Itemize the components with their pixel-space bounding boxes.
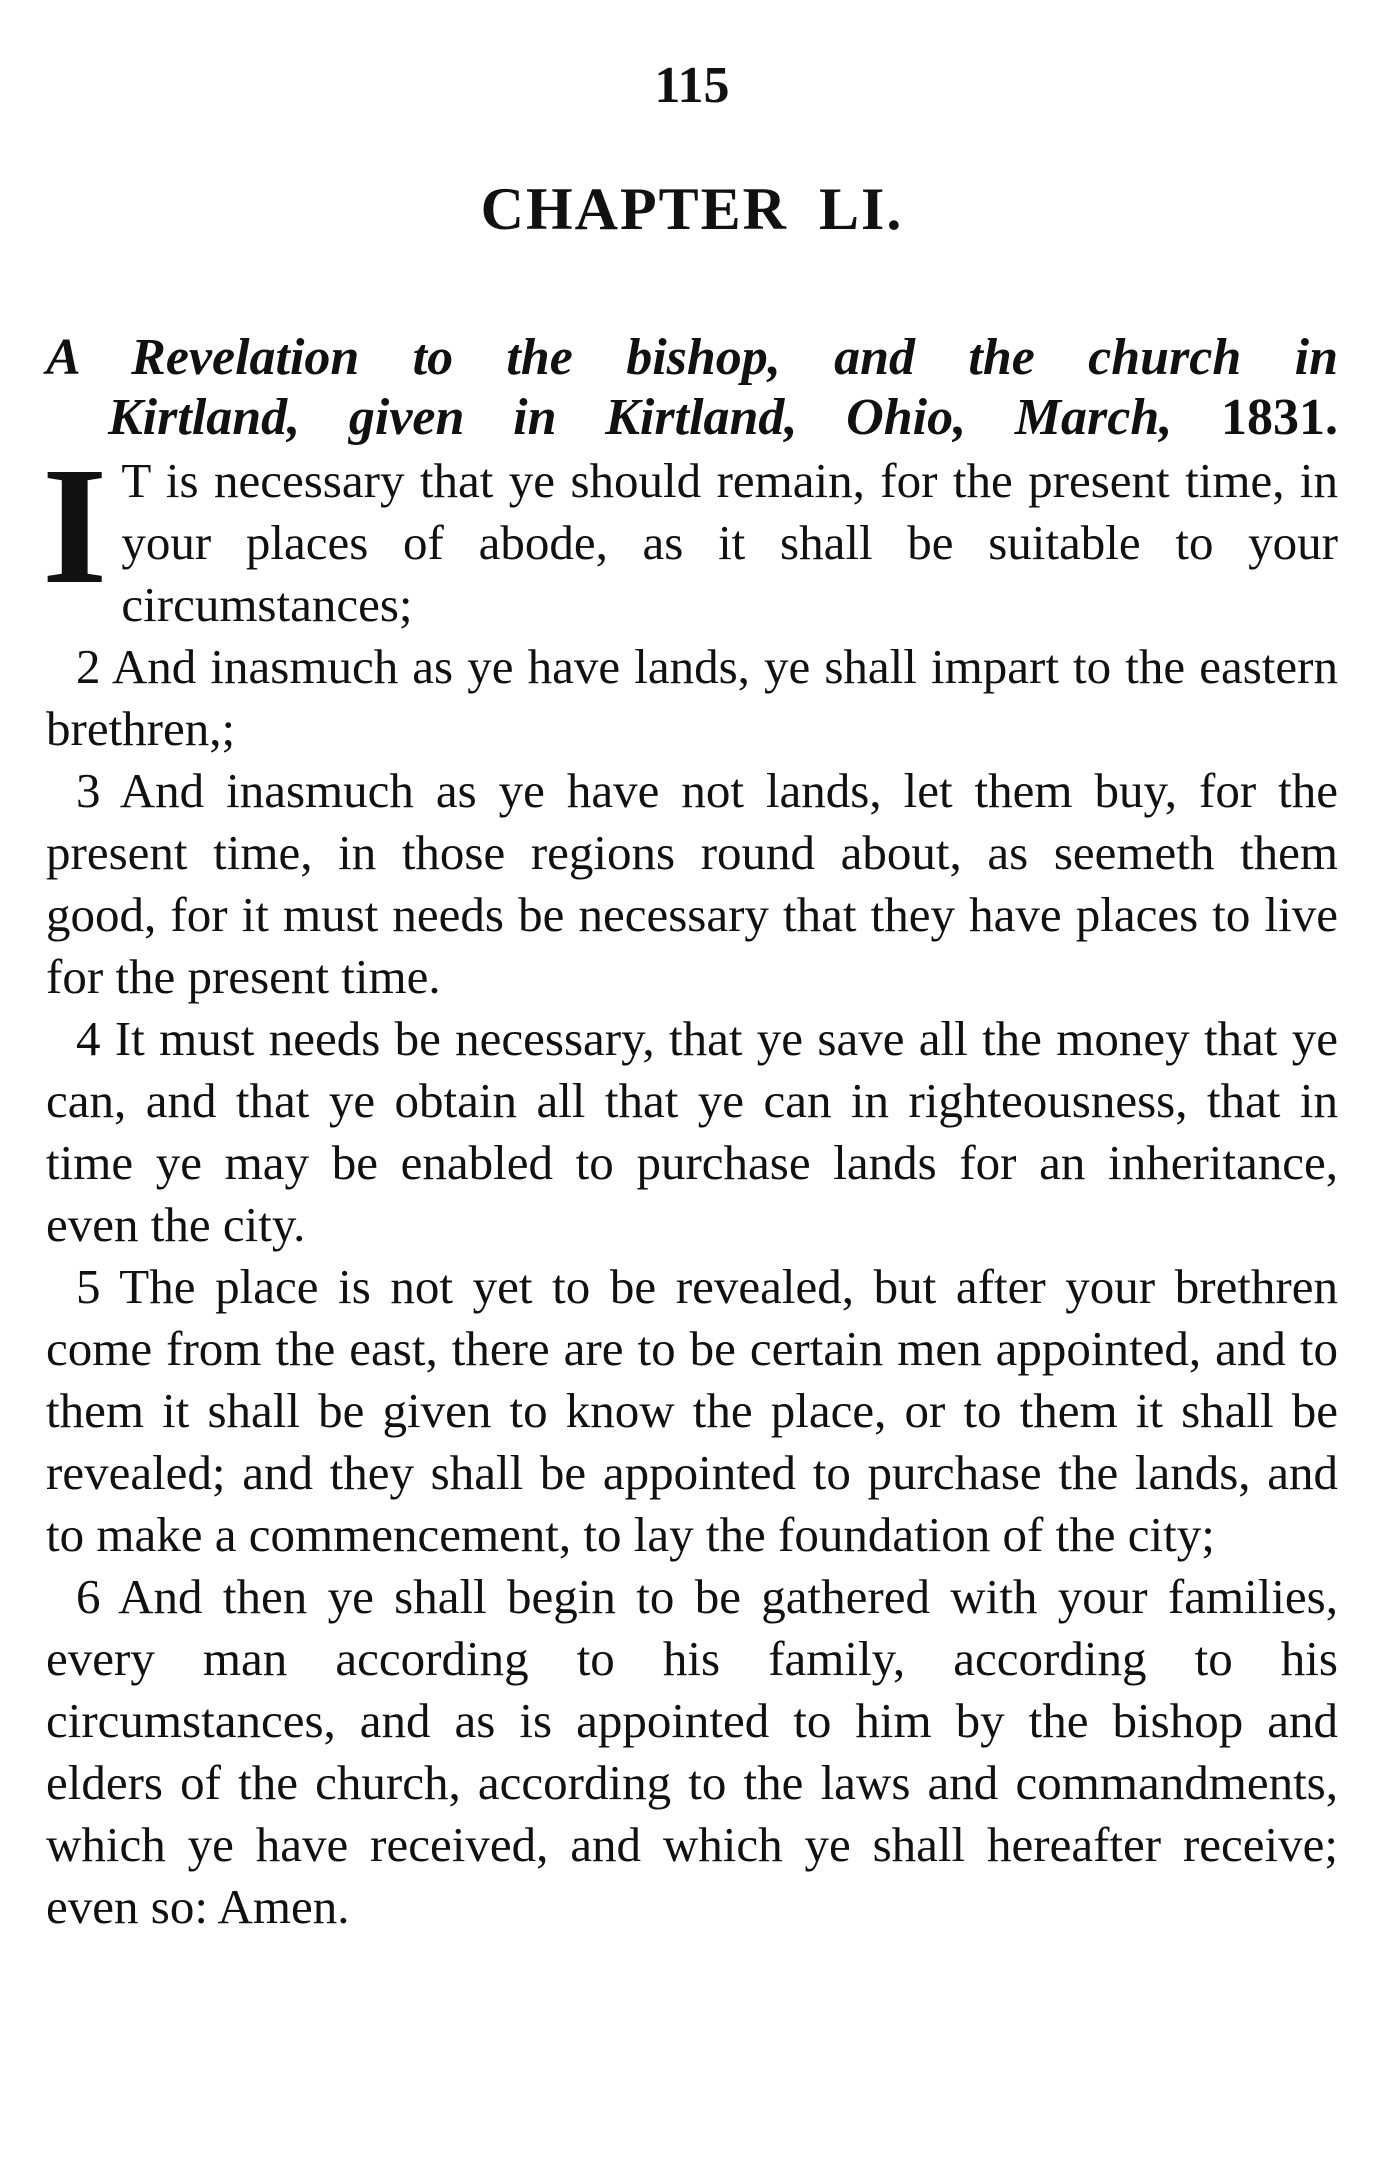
- heading-line-2-text: Kirtland, given in Kirtland, Ohio, March,: [108, 389, 1173, 446]
- verse-3: 3 And inasmuch as ye have not lands, let them buy, for the present time, in those regions round about, as seemeth them good, for it must needs be necessary that they have places to live for the present time.: [46, 763, 1338, 1004]
- chapter-title: CHAPTER LI.: [480, 176, 904, 242]
- drop-cap: I: [42, 433, 108, 619]
- verse-4: 4 It must needs be necessary, that ye save all the money that ye can, and that ye obtain all that ye can in righteousness, that in time ye may be enabled to purchase lands for an inheritance, even the city.: [46, 1011, 1338, 1252]
- book-page: [42, 0, 1339, 1938]
- heading-line-1: A Revelation to the bishop, and the church in: [46, 329, 1338, 386]
- verse-5: 5 The place is not yet to be revealed, but after your brethren come from the east, there are to be certain men appointed, and to them it shall be given to know the place, or to them it shall be revealed; and they shall be appointed to purchase the lands, and to make a commencement, to lay the foundation of the city;: [46, 1259, 1338, 1562]
- heading-line-2: [46, 388, 1338, 448]
- verse-2: 2 And inasmuch as ye have lands, ye shall impart to the eastern brethren,;: [46, 639, 1338, 756]
- page-number: 115: [654, 57, 730, 114]
- body-text: [42, 433, 1338, 1938]
- heading-year: 1831.: [1221, 389, 1339, 446]
- verse-1-text: T is necessary that ye should remain, for the present time, in your places of abode, as it shall be suitable to your circumstances;: [121, 453, 1338, 632]
- chapter-heading: [46, 328, 1338, 448]
- verse-6: 6 And then ye shall begin to be gathered with your families, every man according to his family, according to his circumstances, and as is appointed to him by the bishop and elders of the church, according to the laws and commandments, which ye have received, and which ye shall hereafter receive; even so: Amen.: [46, 1569, 1338, 1934]
- verse-1: [42, 433, 1338, 636]
